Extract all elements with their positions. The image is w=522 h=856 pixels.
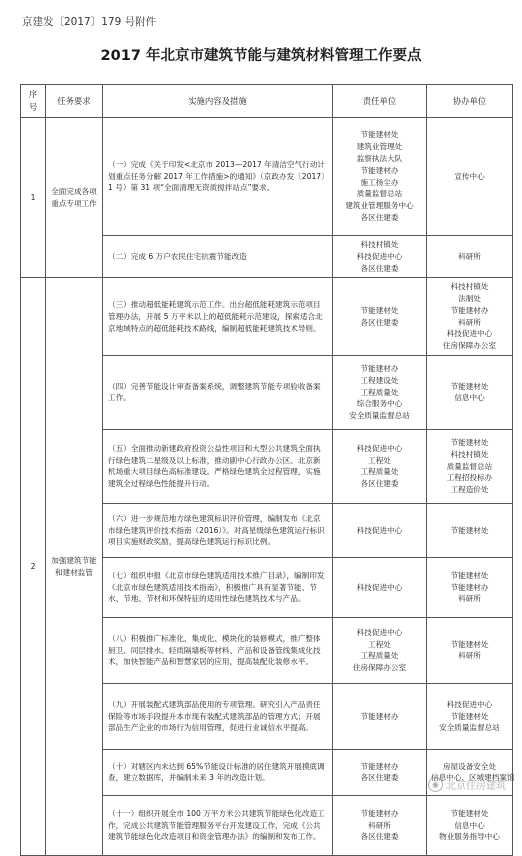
row-responsible-units (333, 683, 427, 749)
cooperating-unit: 信息中心、区城建档案馆 (431, 773, 515, 783)
cooperating-unit: 物业服务指导中心 (439, 832, 500, 842)
responsible-unit: 安全质量监督总站 (349, 411, 410, 421)
row-task: 加强建筑节能和建材监管 (46, 278, 103, 856)
header-responsible: 责任单位 (333, 85, 427, 118)
responsible-unit: 施工扬尘办 (360, 177, 399, 187)
responsible-unit: 建筑业管理处 (356, 142, 403, 152)
responsible-unit: 建筑业管理服务中心 (345, 201, 414, 211)
header-seq: 序号 (21, 85, 46, 118)
responsible-unit: 各区住建委 (360, 212, 399, 222)
responsible-unit: 各区住建委 (360, 263, 399, 273)
row-responsible-units (333, 236, 427, 278)
cooperating-unit: 安全质量监督总站 (439, 723, 500, 733)
row-responsible-units (333, 355, 427, 429)
responsible-unit: 节能建材办 (360, 761, 399, 771)
cooperating-unit: 节能建材办 (450, 582, 489, 592)
document-title: 2017 年北京市建筑节能与建筑材料管理工作要点 (100, 48, 422, 64)
row-responsible-units (333, 429, 427, 503)
responsible-unit: 科研所 (368, 820, 391, 830)
cooperating-unit: 节能建材处 (450, 570, 489, 580)
responsible-unit: 节能建材办 (360, 711, 399, 721)
row-measure: （六）进一步规范地方绿色建筑标识评价管理，编制发布《北京市绿色建筑评价技术指南（2016）》。对高星级绿色建筑运行标识项目实施财政奖励，提高绿色建筑运行标识比例。 (103, 503, 333, 557)
responsible-unit: 节能建材处 (360, 305, 399, 315)
responsible-unit: 各区住建委 (360, 773, 399, 783)
row-cooperating-units (427, 355, 513, 429)
cooperating-unit: 节能建材处 (450, 525, 489, 535)
responsible-unit: 科技促进中心 (356, 525, 403, 535)
cooperating-unit: 节能建材办 (450, 305, 489, 315)
row-measure: （九）开展装配式建筑部品使用的专项管理。研究引入产品责任保险等市场手段提升本市现有装配式建筑部品的管理方式；开展部品生产企业的市场行为信用管理，促进行业诚信水平提高。 (103, 683, 333, 749)
header-measures: 实施内容及措施 (103, 85, 333, 118)
cooperating-unit: 节能建材处 (450, 808, 489, 818)
row-cooperating-units (427, 278, 513, 356)
cooperating-unit: 房屋设备安全处 (442, 761, 497, 771)
responsible-unit: 科技促进中心 (356, 582, 403, 592)
cooperating-unit: 工程招投标办 (446, 473, 493, 483)
responsible-unit: 节能建材处 (360, 130, 399, 140)
responsible-unit: 科技促进中心 (356, 627, 403, 637)
row-responsible-units (333, 617, 427, 683)
row-responsible-units (333, 118, 427, 236)
cooperating-unit: 科技村镇处 (450, 282, 489, 292)
row-responsible-units (333, 795, 427, 855)
row-seq: 1 (21, 118, 46, 278)
cooperating-unit: 科研所 (458, 317, 481, 327)
header-cooperating: 协办单位 (427, 85, 513, 118)
row-cooperating-units (427, 683, 513, 749)
responsible-unit: 工程质量处 (360, 387, 399, 397)
responsible-unit: 科技村镇处 (360, 240, 399, 250)
row-responsible-units (333, 278, 427, 356)
row-measure: （三）推动超低能耗建筑示范工作。出台超低能耗建筑示范项目管理办法，开展 5 万平米以上的超低能耗示范建设，探索适合北京地域特点的超低能耗技术路线，编制超低能耗建筑技术导则。 (103, 278, 333, 356)
cooperating-unit: 住房保障办公室 (442, 341, 497, 351)
row-cooperating-units (427, 795, 513, 855)
responsible-unit: 科技促进中心 (356, 443, 403, 453)
responsible-unit: 各区住建委 (360, 317, 399, 327)
row-cooperating-units (427, 429, 513, 503)
responsible-unit: 各区住建委 (360, 479, 399, 489)
responsible-unit: 工程建设处 (360, 375, 399, 385)
responsible-unit: 监察执法大队 (356, 154, 403, 163)
work-plan-table (20, 84, 513, 856)
cooperating-unit: 科研所 (458, 594, 481, 604)
cooperating-unit: 信息中心 (454, 820, 485, 830)
cooperating-unit: 法制处 (458, 294, 481, 304)
row-cooperating-units (427, 118, 513, 236)
row-measure: （一）完成《关于印发<北京市 2013—2017 年清洁空气行动计划重点任务分解 2017 年工作措施>的通知》（京政办发〔2017〕1 号）第 31 项“全面清理无资质搅拌站点”要求。 (103, 118, 333, 236)
row-measure: （四）完善节能设计审查备案系统，调整建筑节能专项验收备案工作。 (103, 355, 333, 429)
row-responsible-units (333, 503, 427, 557)
row-cooperating-units (427, 503, 513, 557)
row-seq: 2 (21, 278, 46, 856)
row-task: 全面完成各项重点专项工作 (46, 118, 103, 278)
cooperating-unit: 工程造价处 (450, 485, 489, 495)
responsible-unit: 质量监督总站 (356, 189, 403, 199)
responsible-unit: 各区住建委 (360, 832, 399, 842)
responsible-unit: 综合服务中心 (356, 399, 403, 409)
cooperating-unit: 宣传中心 (454, 171, 485, 181)
responsible-unit: 工程质量处 (360, 651, 399, 661)
cooperating-unit: 科技村镇处 (450, 449, 489, 459)
table-body (21, 118, 513, 856)
row-cooperating-units (427, 617, 513, 683)
responsible-unit: 住房保障办公室 (352, 663, 407, 673)
row-measure: （十一）组织开展全市 100 万平方米公共建筑节能绿色化改造工作，完成公共建筑节能管理服务平台开发建设工作，完成《公共建筑节能绿色化改造项目和资金管理办法》的编制和发布工作。 (103, 795, 333, 855)
header-task: 任务要求 (46, 85, 103, 118)
wechat-logo-icon: ◉ (428, 777, 443, 792)
cooperating-unit: 节能建材处 (450, 381, 489, 391)
row-measure: （五）全面推动新建政府投资公益性项目和大型公共建筑全面执行绿色建筑二星级及以上标准，推动副中心行政办公区、北京新机场重大项目绿色高标准建设。严格绿色建筑全过程管理，实施建筑全过程绿色性能提升行动。 (103, 429, 333, 503)
responsible-unit: 节能建材办 (360, 165, 399, 175)
row-responsible-units (333, 749, 427, 795)
cooperating-unit: 质量监督总站 (446, 461, 493, 471)
row-cooperating-units (427, 236, 513, 278)
responsible-unit: 科技促进中心 (356, 251, 403, 261)
cooperating-unit: 科研所 (458, 651, 481, 661)
cooperating-unit: 节能建材处 (450, 639, 489, 649)
row-measure: （七）组织申报《北京市绿色建筑适用技术推广目录》，编制印发《北京市绿色建筑适用技术指南》，积极推广具有显著节能、节水、节地、节材和环保特征的适用性绿色建筑技术与产品。 (103, 557, 333, 617)
responsible-unit: 工程处 (368, 639, 391, 649)
responsible-unit: 节能建材办 (360, 808, 399, 818)
row-measure: （八）积极推广标准化、集成化、模块化的装修模式，推广整体厨卫、同层排水、轻质隔墙板等材料、产品和设备管线集成化技术，加快智能产品和智慧家居的应用，提高装配化装修水平。 (103, 617, 333, 683)
cooperating-unit: 信息中心 (454, 393, 485, 403)
responsible-unit: 节能建材办 (360, 364, 399, 373)
cooperating-unit: 科研所 (458, 251, 481, 261)
cooperating-unit: 节能建材处 (450, 438, 489, 447)
row-measure: （二）完成 6 万户农民住宅抗震节能改造 (103, 236, 333, 278)
responsible-unit: 工程处 (368, 455, 391, 465)
responsible-unit: 工程质量处 (360, 467, 399, 477)
row-responsible-units (333, 557, 427, 617)
cooperating-unit: 科技促进中心 (446, 329, 493, 339)
table-row (21, 118, 513, 236)
cooperating-unit: 节能建材处 (450, 711, 489, 721)
document-reference: 京建发〔2017〕179 号附件 (22, 16, 157, 28)
cooperating-unit: 科技促进中心 (446, 699, 493, 709)
row-cooperating-units (427, 557, 513, 617)
table-row (21, 278, 513, 356)
watermark-text: 北京住房建筑 (446, 781, 506, 792)
row-measure: （十）对辖区内未达到 65%节能设计标准的居住建筑开展摸底调查，建立数据库，并编制未来 3 年的改造计划。 (103, 749, 333, 795)
watermark (428, 777, 506, 792)
table-header-row (21, 85, 513, 118)
